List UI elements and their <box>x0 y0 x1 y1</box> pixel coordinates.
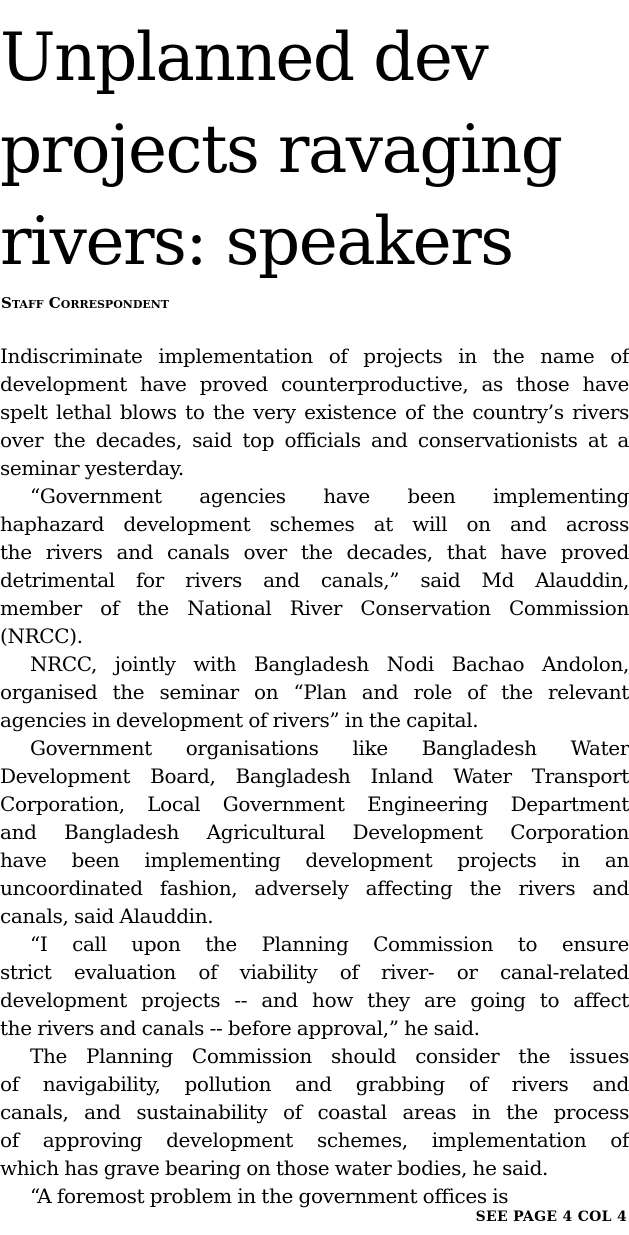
text-line: member of the National River Conservation Commission <box>0 596 629 620</box>
text-line: development projects -- and how they are going to affect <box>0 988 629 1012</box>
text-line: the rivers and canals -- before approval,” he said. <box>0 1016 480 1040</box>
text-line: haphazard development schemes at will on and across <box>0 512 629 536</box>
text-line: and Bangladesh Agricultural Development Corporation <box>0 820 629 844</box>
paragraph <box>0 734 629 930</box>
paragraph <box>0 1042 629 1182</box>
text-line: The Planning Commission should consider the issues <box>30 1044 629 1068</box>
text-line: which has grave bearing on those water bodies, he said. <box>0 1156 549 1180</box>
text-line: Development Board, Bangladesh Inland Water Transport <box>0 764 629 788</box>
text-line: Corporation, Local Government Engineering Department <box>0 792 629 816</box>
paragraph <box>0 650 629 734</box>
article-body <box>0 342 629 1210</box>
text-line: “I call upon the Planning Commission to ensure <box>30 932 629 956</box>
continuation-jump-line: SEE PAGE 4 COL 4 <box>475 1209 627 1225</box>
paragraph <box>0 930 629 1042</box>
text-line: detrimental for rivers and canals,” said Md Alauddin, <box>0 568 629 592</box>
text-line: (NRCC). <box>0 624 83 648</box>
text-line: of approving development schemes, implementation of <box>0 1128 629 1152</box>
text-line: NRCC, jointly with Bangladesh Nodi Bachao Andolon, <box>30 652 629 676</box>
paragraph <box>0 1182 629 1210</box>
text-line: organised the seminar on “Plan and role of the relevant <box>0 680 629 704</box>
text-line: seminar yesterday. <box>0 456 184 480</box>
paragraph <box>0 342 629 482</box>
text-line: Indiscriminate implementation of projects in the name of <box>0 344 629 368</box>
text-line: “Government agencies have been implementing <box>30 484 629 508</box>
headline-line: projects ravaging <box>0 111 562 188</box>
text-line: over the decades, said top officials and conservationists at a <box>0 428 629 452</box>
text-line: have been implementing development projects in an <box>0 848 629 872</box>
text-line: “A foremost problem in the government offices is <box>30 1184 509 1208</box>
text-line: canals, said Alauddin. <box>0 904 214 928</box>
text-line: spelt lethal blows to the very existence of the country’s rivers <box>0 400 629 424</box>
headline-line: rivers: speakers <box>0 203 513 280</box>
text-line: of navigability, pollution and grabbing of rivers and <box>0 1072 629 1096</box>
text-line: the rivers and canals over the decades, that have proved <box>0 540 629 564</box>
headline-line: Unplanned dev <box>0 19 488 96</box>
text-line: development have proved counterproductive, as those have <box>0 372 629 396</box>
text-line: strict evaluation of viability of river- or canal-related <box>0 960 629 984</box>
text-line: Government organisations like Bangladesh Water <box>30 736 629 760</box>
byline: Staff Correspondent <box>1 294 169 312</box>
text-line: canals, and sustainability of coastal areas in the process <box>0 1100 629 1124</box>
headline <box>0 12 629 288</box>
text-line: uncoordinated fashion, adversely affecting the rivers and <box>0 876 629 900</box>
paragraph <box>0 482 629 650</box>
text-line: agencies in development of rivers” in the capital. <box>0 708 479 732</box>
